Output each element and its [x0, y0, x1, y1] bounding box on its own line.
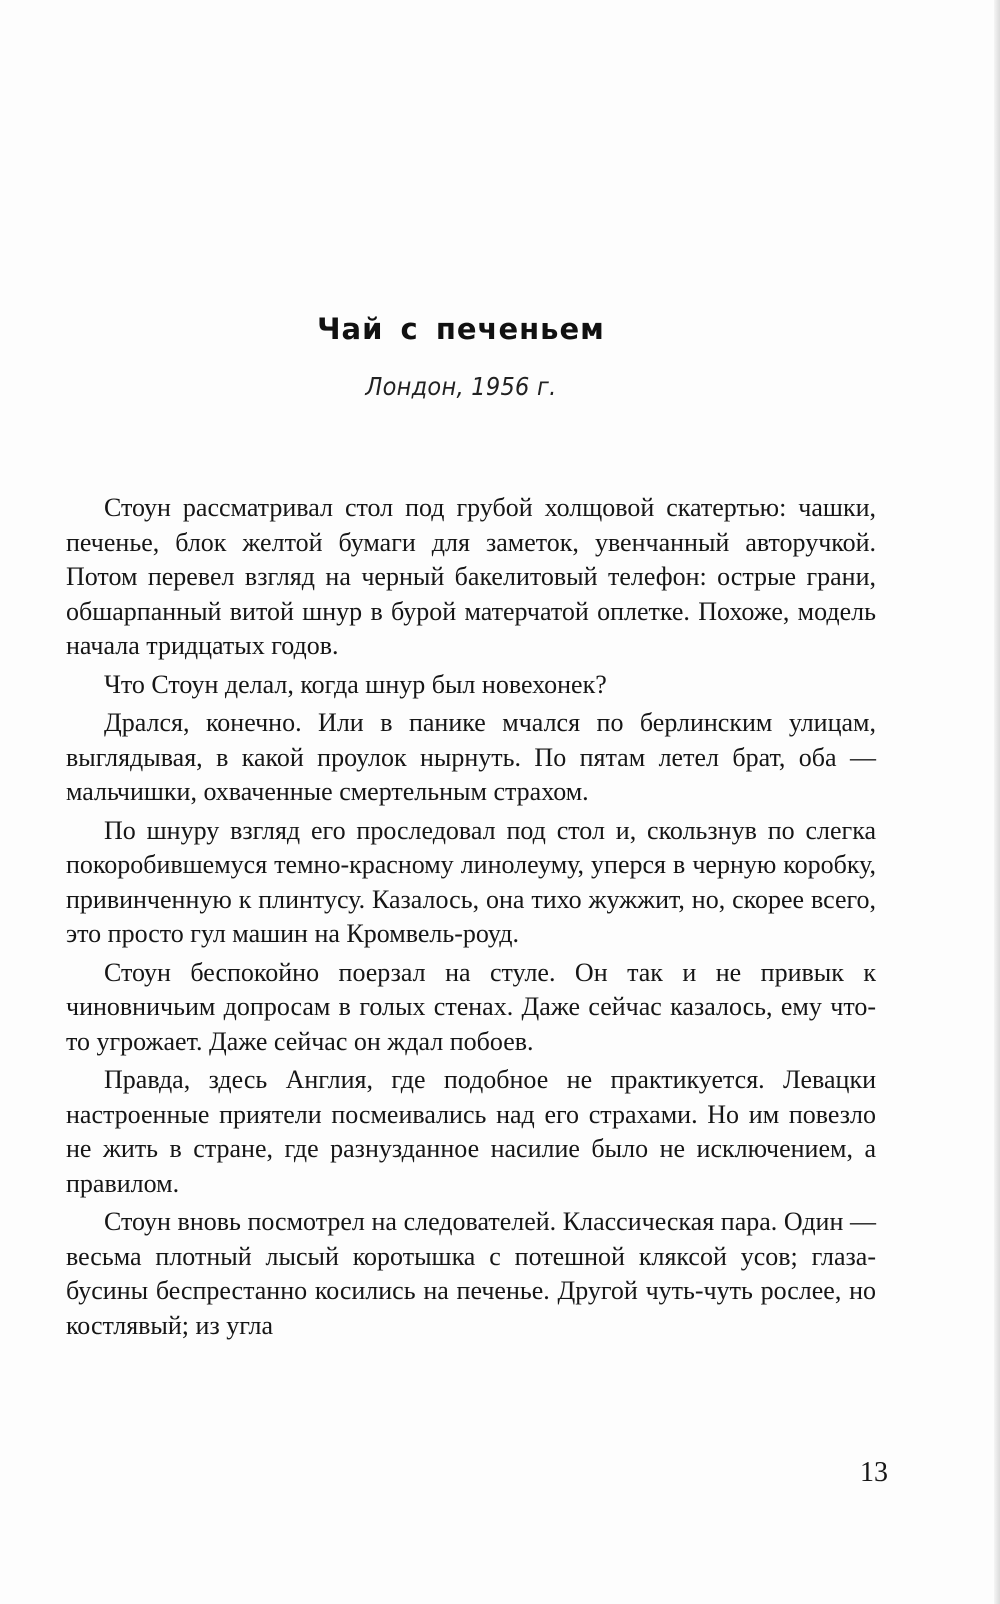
paragraph: Что Стоун делал, когда шнур был новехонек? [104, 669, 607, 699]
page-number: 13 [860, 1457, 888, 1488]
page-edge-shadow [994, 0, 1000, 1604]
paragraph: Правда, здесь Англия, где подобное не практикуется. Левацки настроенные приятели посмеивались над его страхами. Но им повезло не жить в стране, где разнузданное насилие было не исключением, а правилом. [66, 1065, 876, 1198]
chapter-subtitle: Лондон, 1956 г. [365, 372, 557, 401]
paragraph: Стоун беспокойно поерзал на стуле. Он так и не привык к чиновничьим допросам в голых стенах. Даже сейчас казалось, ему что-то угрожает. Даже сейчас он ждал побоев. [66, 957, 876, 1056]
chapter-title: Чай с печеньем [317, 312, 605, 346]
paragraph: По шнуру взгляд его проследовал под стол и, скользнув по слегка покоробившемуся темно-красному линолеуму, уперся в черную коробку, привинченную к плинтусу. Казалось, она тихо жужжит, но, скорее всего, это просто гул машин на Кромвель-роуд. [66, 815, 876, 948]
paragraph: Стоун рассматривал стол под грубой холщовой скатертью: чашки, печенье, блок желтой бумаги для заметок, увенчанный авторучкой. Потом перевел взгляд на черный бакелитовый телефон: острые грани, обшарпанный витой шнур в бурой матерчатой оплетке. Похоже, модель начала тридцатых годов. [66, 493, 876, 660]
paragraph: Дрался, конечно. Или в панике мчался по берлинским улицам, выглядывая, в какой проулок нырнуть. По пятам летел брат, оба — мальчишки, охваченные смертельным страхом. [66, 708, 876, 806]
chapter-body [66, 491, 876, 1347]
paragraph: Стоун вновь посмотрел на следователей. Классическая пара. Один — весьма плотный лысый коротышка с потешной кляксой усов; глаза-бусины беспрестанно косились на печенье. Другой чуть-чуть рослее, но костлявый; из угла [66, 1207, 876, 1340]
